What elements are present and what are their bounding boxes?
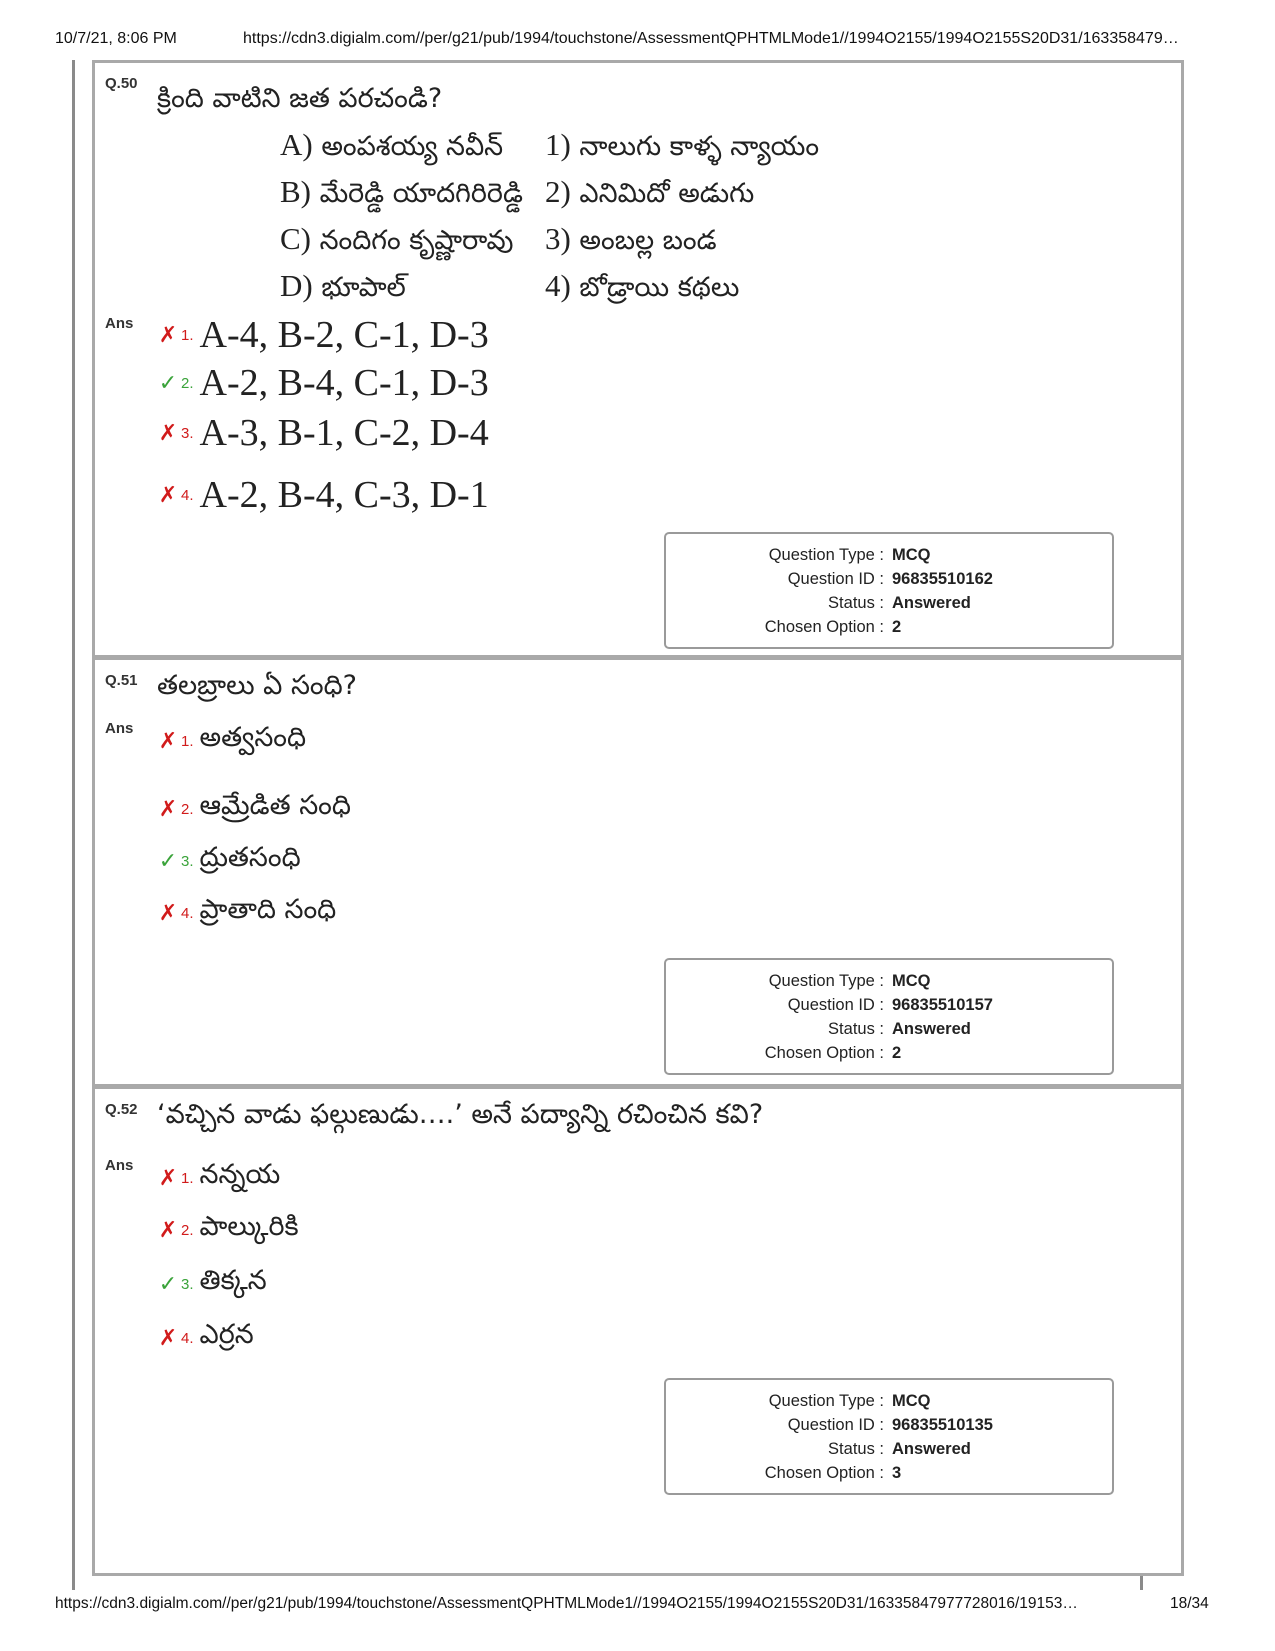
question-meta-box: Question Type : MCQ Question ID : 96835510157 Status : Answered Chosen Option : 2 <box>664 958 1114 1075</box>
cross-icon: ✗ <box>158 482 178 507</box>
match-left-a: A) అంపశయ్య నవీన్ <box>280 127 504 162</box>
answer-label: Ans <box>105 1157 134 1174</box>
question-meta-box: Question Type : MCQ Question ID : 96835510162 Status : Answered Chosen Option : 2 <box>664 532 1114 649</box>
question-id: 96835510157 <box>892 996 993 1014</box>
question-number: Q.51 <box>105 672 138 689</box>
question-id: 96835510162 <box>892 570 993 588</box>
answer-label: Ans <box>105 315 134 332</box>
question-card-52 <box>92 1086 1184 1576</box>
option-3: ✓ 3. ద్రుతసంధి <box>158 842 301 873</box>
match-left-c: C) నందిగం కృష్ణారావు <box>280 221 514 256</box>
cross-icon: ✗ <box>158 1325 178 1350</box>
question-text: తలబ్రాలు ఏ సంధి? <box>157 670 357 701</box>
match-left-d: D) భూపాల్ <box>280 268 406 303</box>
match-right-4: 4) బోడ్రాయి కథలు <box>545 268 740 303</box>
cross-icon: ✗ <box>158 322 178 347</box>
option-3: ✓ 3. తిక్కన <box>158 1265 267 1296</box>
question-card-51 <box>92 657 1184 1087</box>
question-card-50 <box>92 60 1184 658</box>
left-page-border <box>72 60 75 1590</box>
print-url-footer: https://cdn3.digialm.com//per/g21/pub/1994/touchstone/AssessmentQPHTMLMode1//1994O2155/1994O2155S20D31/16335847977728016/19153… <box>55 1595 1078 1612</box>
option-1: ✗ 1. A-4, B-2, C-1, D-3 <box>158 314 489 356</box>
print-url-header: https://cdn3.digialm.com//per/g21/pub/1994/touchstone/AssessmentQPHTMLMode1//1994O2155/1994O2155S20D31/163358479… <box>243 30 1179 47</box>
question-text: ‘వచ్చిన వాడు ఫల్గుణుడు….’ అనే పద్యాన్ని రచించిన కవి? <box>157 1099 764 1130</box>
question-number: Q.52 <box>105 1101 138 1118</box>
question-type: MCQ <box>892 546 931 564</box>
question-text: క్రింది వాటిని జత పరచండి? <box>157 83 443 114</box>
question-id: 96835510135 <box>892 1416 993 1434</box>
match-left-b: B) మేరెడ్డి యాదగిరిరెడ్డి <box>280 174 523 209</box>
question-type: MCQ <box>892 1392 931 1410</box>
question-type: MCQ <box>892 972 931 990</box>
match-right-1: 1) నాలుగు కాళ్ళ న్యాయం <box>545 127 820 162</box>
cross-icon: ✗ <box>158 1165 178 1190</box>
cross-icon: ✗ <box>158 1217 178 1242</box>
check-icon: ✓ <box>158 370 178 395</box>
question-number: Q.50 <box>105 75 138 92</box>
option-4: ✗ 4. ఎర్రన <box>158 1319 254 1350</box>
answer-label: Ans <box>105 720 134 737</box>
option-4: ✗ 4. A-2, B-4, C-3, D-1 <box>158 474 489 516</box>
cross-icon: ✗ <box>158 728 178 753</box>
option-3: ✗ 3. A-3, B-1, C-2, D-4 <box>158 412 489 454</box>
check-icon: ✓ <box>158 1271 178 1296</box>
option-1: ✗ 1. నన్నయ <box>158 1159 281 1190</box>
chosen-option: 2 <box>892 618 902 636</box>
page-number: 18/34 <box>1170 1595 1209 1612</box>
option-1: ✗ 1. అత్వసంధి <box>158 722 307 753</box>
cross-icon: ✗ <box>158 900 178 925</box>
match-right-3: 3) అంబల్ల బండ <box>545 221 717 256</box>
question-meta-box: Question Type : MCQ Question ID : 96835510135 Status : Answered Chosen Option : 3 <box>664 1378 1114 1495</box>
cross-icon: ✗ <box>158 796 178 821</box>
question-status: Answered <box>892 1440 971 1458</box>
print-datetime: 10/7/21, 8:06 PM <box>55 30 177 47</box>
option-2: ✗ 2. ఆమ్రేడిత సంధి <box>158 790 351 821</box>
option-2: ✓ 2. A-2, B-4, C-1, D-3 <box>158 362 489 404</box>
question-status: Answered <box>892 1020 971 1038</box>
option-2: ✗ 2. పాల్కురికి <box>158 1211 299 1242</box>
chosen-option: 3 <box>892 1464 902 1482</box>
question-status: Answered <box>892 594 971 612</box>
cross-icon: ✗ <box>158 420 178 445</box>
chosen-option: 2 <box>892 1044 902 1062</box>
match-right-2: 2) ఎనిమిదో అడుగు <box>545 174 755 209</box>
check-icon: ✓ <box>158 848 178 873</box>
option-4: ✗ 4. ప్రాతాది సంధి <box>158 894 337 925</box>
